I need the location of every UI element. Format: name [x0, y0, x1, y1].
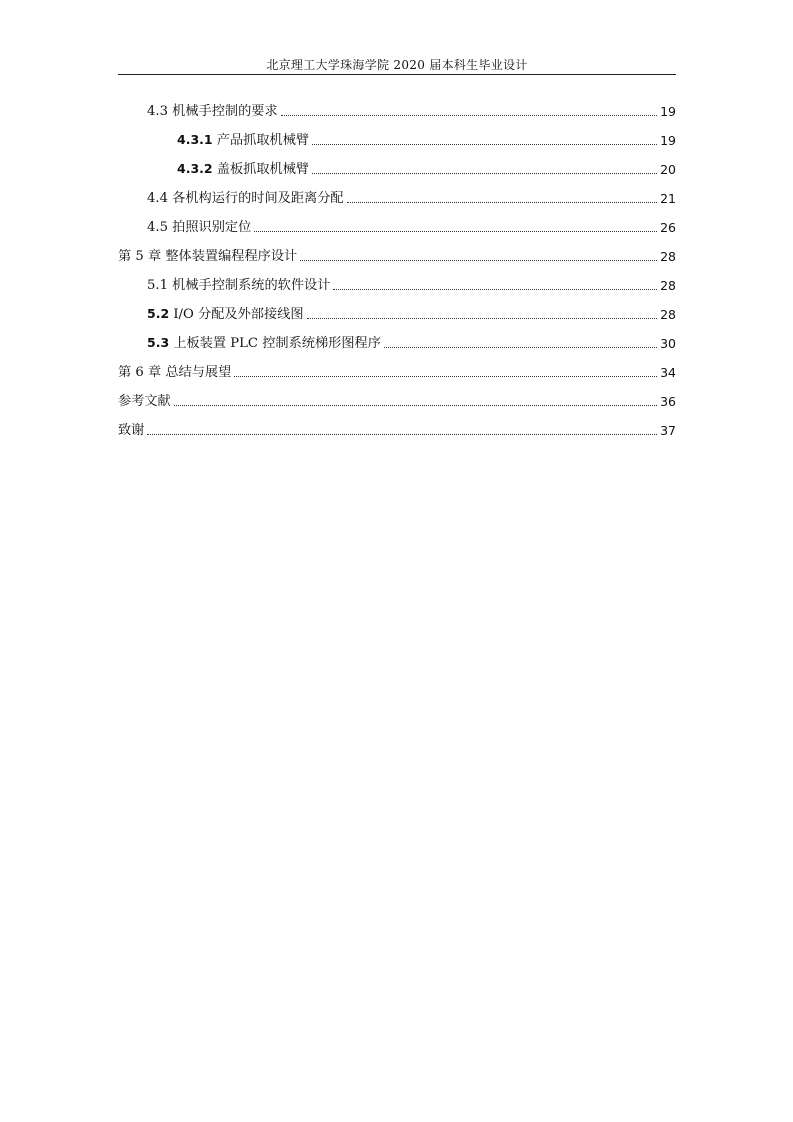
- toc-entry-number: 4.3: [147, 104, 168, 119]
- toc-entry-text: 拍照识别定位: [167, 220, 252, 235]
- toc-entry[interactable]: [0, 296, 793, 324]
- dot-leader: [147, 433, 657, 435]
- toc-page-number: 26: [660, 220, 676, 235]
- toc-entry-text: 参考文献: [118, 394, 171, 409]
- dot-leader: [347, 201, 657, 203]
- toc-entry-title: [177, 131, 309, 150]
- toc-entry-number: 4.3.2: [177, 161, 213, 176]
- toc-entry-text: 总结与展望: [161, 365, 232, 380]
- toc-page-number: 28: [660, 249, 676, 264]
- dot-leader: [333, 288, 657, 290]
- toc-entry[interactable]: [0, 238, 793, 266]
- toc-entry[interactable]: [0, 267, 793, 295]
- toc-entry-title: [147, 334, 381, 353]
- toc-entry-text: 机械手控制系统的软件设计: [167, 278, 331, 293]
- toc-entry-text: I/O 分配及外部接线图: [169, 307, 304, 322]
- toc-page-number: 28: [660, 278, 676, 293]
- toc-entry[interactable]: [0, 354, 793, 382]
- dot-leader: [312, 172, 657, 174]
- toc-page-number: 30: [660, 336, 676, 351]
- dot-leader: [307, 317, 658, 319]
- toc-entry-title: [147, 219, 251, 237]
- toc-entry-title: [118, 422, 144, 440]
- toc-entry-number: 第 6 章: [118, 365, 162, 380]
- toc-entry-number: 4.3.1: [177, 132, 213, 147]
- toc-page-number: 21: [660, 191, 676, 206]
- toc-entry-text: 上板装置 PLC 控制系统梯形图程序: [169, 336, 381, 351]
- dot-leader: [312, 143, 657, 145]
- toc-entry[interactable]: [0, 383, 793, 411]
- toc-page-number: 36: [660, 394, 676, 409]
- toc-entry-number: 4.4: [147, 191, 168, 206]
- header-rule: [118, 74, 676, 75]
- toc-page-number: 37: [660, 423, 676, 438]
- toc-entry[interactable]: [0, 180, 793, 208]
- toc-page-number: 20: [660, 162, 676, 177]
- toc-entry-number: 5.1: [147, 278, 168, 293]
- toc-entry[interactable]: [0, 412, 793, 440]
- toc-entry-text: 整体装置编程程序设计: [161, 249, 298, 264]
- toc-entry-title: [118, 393, 171, 411]
- toc-page-number: 28: [660, 307, 676, 322]
- toc-entry-title: [118, 248, 297, 266]
- toc-entry-text: 致谢: [118, 423, 145, 438]
- toc-entry-text: 产品抓取机械臂: [212, 133, 310, 148]
- toc-entry-number: 5.3: [147, 335, 170, 350]
- toc-entry[interactable]: [0, 209, 793, 237]
- toc-entry-text: 各机构运行的时间及距离分配: [167, 191, 344, 206]
- toc-entry[interactable]: [0, 151, 793, 179]
- toc-entry-title: [147, 305, 304, 324]
- toc-page-number: 34: [660, 365, 676, 380]
- toc-entry-number: 4.5: [147, 220, 168, 235]
- toc-entry[interactable]: [0, 122, 793, 150]
- toc-entry-text: 盖板抓取机械臂: [212, 162, 310, 177]
- dot-leader: [254, 230, 657, 232]
- toc-page-number: 19: [660, 133, 676, 148]
- toc-entry[interactable]: [0, 325, 793, 353]
- toc-entry-number: 第 5 章: [118, 249, 162, 264]
- toc-page-number: 19: [660, 104, 676, 119]
- toc-entry[interactable]: [0, 93, 793, 121]
- dot-leader: [384, 346, 657, 348]
- dot-leader: [281, 114, 657, 116]
- toc-entry-number: 5.2: [147, 306, 170, 321]
- toc-entry-title: [147, 277, 330, 295]
- toc-entry-title: [147, 190, 344, 208]
- toc-entry-title: [118, 364, 231, 382]
- dot-leader: [300, 259, 657, 261]
- toc-entry-text: 机械手控制的要求: [167, 104, 278, 119]
- running-header: 北京理工大学珠海学院 2020 届本科生毕业设计: [266, 58, 528, 72]
- toc-entry-title: [177, 160, 309, 179]
- dot-leader: [234, 375, 657, 377]
- toc-entry-title: [147, 103, 278, 121]
- dot-leader: [174, 404, 657, 406]
